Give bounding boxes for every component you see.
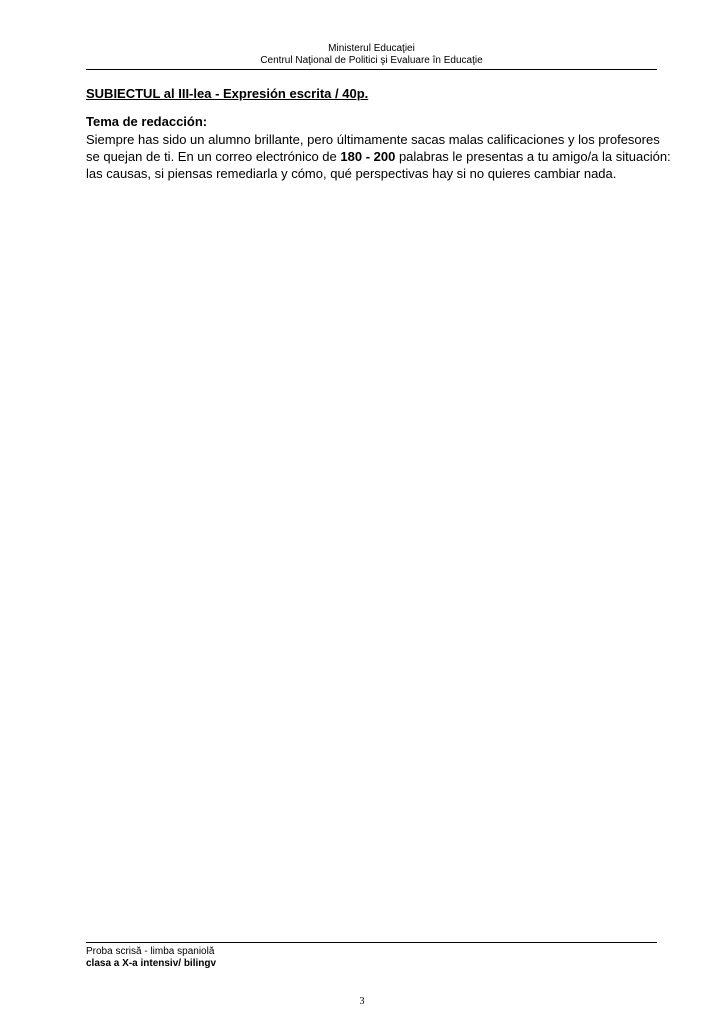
task-heading: Tema de redacción: bbox=[86, 114, 208, 129]
footer-exam-name: Proba scrisă - limba spaniolă bbox=[86, 946, 215, 957]
page-footer bbox=[86, 946, 216, 970]
page-header bbox=[86, 43, 657, 67]
task-line-2-start: se quejan de ti. En un correo electrónico de bbox=[86, 149, 341, 164]
word-count-range: 180 - 200 bbox=[340, 149, 396, 164]
subject-title: SUBIECTUL al III-lea - Expresión escrita / 40p. bbox=[86, 86, 369, 101]
header-divider bbox=[86, 69, 657, 70]
task-body bbox=[86, 131, 676, 182]
page-number: 3 bbox=[359, 996, 365, 1007]
task-line-3: las causas, si piensas remediarla y cómo, qué perspectivas hay si no quieres cambiar nada. bbox=[86, 166, 617, 181]
header-center: Centrul Naţional de Politici şi Evaluare în Educaţie bbox=[260, 55, 483, 66]
header-ministry: Ministerul Educaţiei bbox=[328, 43, 415, 54]
task-line-1: Siempre has sido un alumno brillante, pero últimamente sacas malas calificaciones y los profesores bbox=[86, 132, 660, 147]
task-line-2 bbox=[86, 148, 676, 165]
footer-divider bbox=[86, 942, 657, 943]
footer-class-level: clasa a X-a intensiv/ bilingv bbox=[86, 958, 217, 969]
task-line-2-end: palabras le presentas a tu amigo/a la situación: bbox=[395, 149, 671, 164]
